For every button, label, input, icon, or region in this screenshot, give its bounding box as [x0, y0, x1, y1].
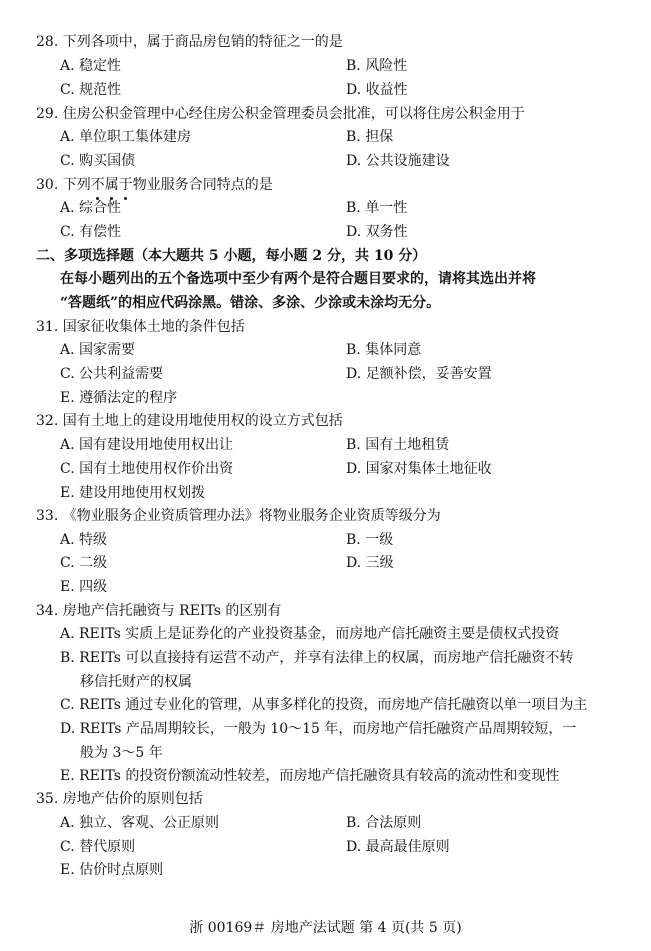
- q34-stem: 34. 房地产信托融资与 REITs 的区别有: [36, 603, 282, 619]
- q30-option-c: C. 有偿性: [60, 224, 122, 240]
- q33-option-a: A. 特级: [60, 532, 108, 548]
- q35-option-b: B. 合法原则: [346, 815, 422, 831]
- q31-option-e: E. 遵循法定的程序: [60, 390, 178, 406]
- q34-option-d-line1: D. REITs 产品周期较长，一般为 10～15 年，而房地产信托融资产品周期较短，一: [60, 721, 577, 737]
- q33-option-e: E. 四级: [60, 579, 108, 595]
- q32-option-d: D. 国家对集体土地征收: [346, 461, 492, 477]
- q32-option-c: C. 国有土地使用权作价出资: [60, 461, 234, 477]
- q31-stem: 31. 国家征收集体土地的条件包括: [36, 319, 245, 335]
- q29-option-a: A. 单位职工集体建房: [60, 129, 192, 145]
- q33-option-d: D. 三级: [346, 555, 394, 571]
- q35-option-d: D. 最高最佳原则: [346, 839, 450, 855]
- section2-instruction-2: “答题纸”的相应代码涂黑。错涂、多涂、少涂或未涂均无分。: [60, 295, 441, 311]
- q35-option-a: A. 独立、客观、公正原则: [60, 815, 220, 831]
- q32-stem: 32. 国有土地上的建设用地使用权的设立方式包括: [36, 413, 343, 429]
- q35-option-c: C. 替代原则: [60, 839, 136, 855]
- q34-option-c: C. REITs 通过专业化的管理，从事多样化的投资，而房地产信托融资以单一项目为主: [60, 697, 588, 713]
- q31-option-c: C. 公共利益需要: [60, 366, 164, 382]
- section2-title: 二、多项选择题（本大题共 5 小题，每小题 2 分，共 10 分）: [36, 248, 427, 264]
- q34-option-e: E. REITs 的投资份额流动性较差，而房地产信托融资具有较高的流动性和变现性: [60, 768, 560, 784]
- page-footer: 浙 00169＃ 房地产法试题 第 4 页(共 5 页): [189, 920, 462, 936]
- q28-option-d: D. 收益性: [346, 82, 408, 98]
- q30-option-a: A. 综合性: [60, 200, 122, 216]
- q29-option-c: C. 购买国债: [60, 153, 136, 169]
- q35-stem: 35. 房地产估价的原则包括: [36, 791, 203, 807]
- q30-stem-emphasis-3: 于: [118, 177, 133, 193]
- q28-stem: 28. 下列各项中，属于商品房包销的特征之一的是: [36, 34, 343, 50]
- q32-option-a: A. 国有建设用地使用权出让: [60, 437, 234, 453]
- q30-stem-prefix: 30. 下列: [36, 177, 91, 193]
- q33-option-b: B. 一级: [346, 532, 394, 548]
- q30-option-b: B. 单一性: [346, 200, 408, 216]
- q28-option-a: A. 稳定性: [60, 58, 122, 74]
- q29-option-d: D. 公共设施建设: [346, 153, 450, 169]
- section2-instruction-1: 在每小题列出的五个备选项中至少有两个是符合题目要求的，请将其选出并将: [60, 271, 536, 287]
- q31-option-b: B. 集体同意: [346, 342, 422, 358]
- q34-option-b-line2: 移信托财产的权属: [80, 674, 192, 690]
- q31-option-a: A. 国家需要: [60, 342, 136, 358]
- q34-option-a: A. REITs 实质上是证券化的产业投资基金，而房地产信托融资主要是债权式投资: [60, 626, 560, 642]
- q29-stem: 29. 住房公积金管理中心经住房公积金管理委员会批准，可以将住房公积金用于: [36, 106, 525, 122]
- q28-option-b: B. 风险性: [346, 58, 408, 74]
- q34-option-b-line1: B. REITs 可以直接持有运营不动产，并享有法律上的权属，而房地产信托融资不转: [60, 650, 574, 666]
- q28-option-c: C. 规范性: [60, 82, 122, 98]
- q30-stem-suffix: 物业服务合同特点的是: [132, 177, 273, 193]
- q32-option-b: B. 国有土地租赁: [346, 437, 450, 453]
- q32-option-e: E. 建设用地使用权划拨: [60, 485, 206, 501]
- q35-option-e: E. 估价时点原则: [60, 862, 164, 878]
- q33-stem: 33. 《物业服务企业资质管理办法》将物业服务企业资质等级分为: [36, 508, 441, 524]
- q30-stem-emphasis-2: 属: [104, 177, 119, 193]
- q30-stem: [36, 175, 626, 195]
- q34-option-d-line2: 般为 3～5 年: [80, 745, 163, 761]
- q30-option-d: D. 双务性: [346, 224, 408, 240]
- q33-option-c: C. 二级: [60, 555, 108, 571]
- q29-option-b: B. 担保: [346, 129, 394, 145]
- q31-option-d: D. 足额补偿，妥善安置: [346, 366, 492, 382]
- q30-stem-emphasis-1: 不: [90, 177, 105, 193]
